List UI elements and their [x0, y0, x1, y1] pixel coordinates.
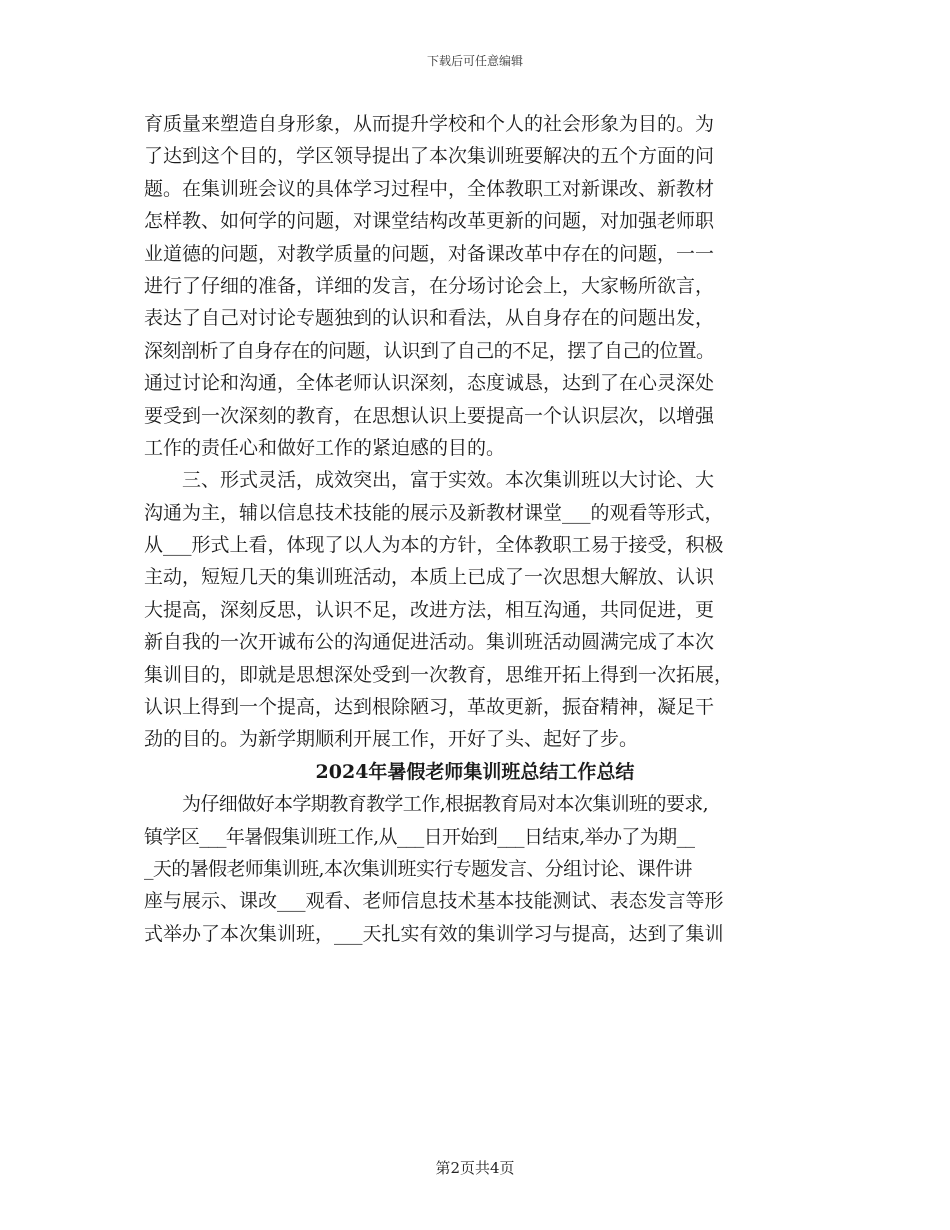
text-line: 式举办了本次集训班，___天扎实有效的集训学习与提高，达到了集训 — [144, 922, 724, 945]
text-line: 从___形式上看，体现了以人为本的方针，全体教职工易于接受，积极 — [144, 534, 724, 557]
text-line: 镇学区___年暑假集训班工作,从___日开始到___日结束,举办了为期__ — [144, 825, 695, 848]
text-line: 座与展示、课改___观看、老师信息技术基本技能测试、表态发言等形 — [144, 890, 724, 913]
page-number: 第2页共4页 — [435, 1159, 515, 1177]
text-line: 沟通为主，辅以信息技术技能的展示及新教材课堂___的观看等形式， — [144, 501, 724, 524]
text-line: 怎样教、如何学的问题，对课堂结构改革更新的问题，对加强老师职 — [144, 210, 715, 233]
text-line: 进行了仔细的准备，详细的发言，在分场讨论会上，大家畅所欲言， — [144, 274, 715, 297]
text-line: 认识上得到一个提高，达到根除陋习，革故更新，振奋精神，凝足干 — [144, 696, 715, 719]
text-line: 表达了自己对讨论专题独到的认识和看法，从自身存在的问题出发， — [144, 307, 715, 330]
document-body — [144, 108, 806, 950]
section-heading: 2024年暑假老师集训班总结工作总结 — [315, 760, 635, 783]
text-line: 育质量来塑造自身形象，从而提升学校和个人的社会形象为目的。为 — [144, 113, 715, 135]
text-line: 劲的目的。为新学期顺利开展工作，开好了头、起好了步。 — [144, 728, 639, 751]
page-header-note: 下载后可任意编辑 — [426, 54, 523, 68]
text-line: 要受到一次深刻的教育，在思想认识上要提高一个认识层次，以增强 — [144, 404, 715, 427]
text-line: 新自我的一次开诚布公的沟通促进活动。集训班活动圆满完成了本次 — [144, 631, 715, 654]
text-line: 为仔细做好本学期教育教学工作,根据教育局对本次集训班的要求, — [182, 793, 709, 816]
text-line: _天的暑假老师集训班,本次集训班实行专题发言、分组讨论、课件讲 — [144, 857, 692, 880]
text-line: 通过讨论和沟通，全体老师认识深刻，态度诚恳，达到了在心灵深处 — [144, 372, 715, 395]
text-line: 大提高，深刻反思，认识不足，改进方法，相互沟通，共同促进，更 — [144, 598, 715, 621]
text-line: 了达到这个目的，学区领导提出了本次集训班要解决的五个方面的问 — [144, 145, 715, 168]
text-line: 深刻剖析了自身存在的问题，认识到了自己的不足，摆了自己的位置。 — [144, 339, 715, 362]
text-line: 主动，短短几天的集训班活动，本质上已成了一次思想大解放、认识 — [144, 566, 715, 589]
text-line: 集训目的，即就是思想深处受到一次教育，思维开拓上得到一次拓展， — [144, 663, 734, 686]
text-line: 工作的责任心和做好工作的紧迫感的目的。 — [144, 436, 506, 459]
text-line: 题。在集训班会议的具体学习过程中，全体教职工对新课改、新教材 — [144, 177, 715, 200]
text-line: 三、形式灵活，成效突出，富于实效。本次集训班以大讨论、大 — [182, 469, 715, 492]
text-line: 业道德的问题，对教学质量的问题，对备课改革中存在的问题，一一 — [144, 242, 715, 265]
